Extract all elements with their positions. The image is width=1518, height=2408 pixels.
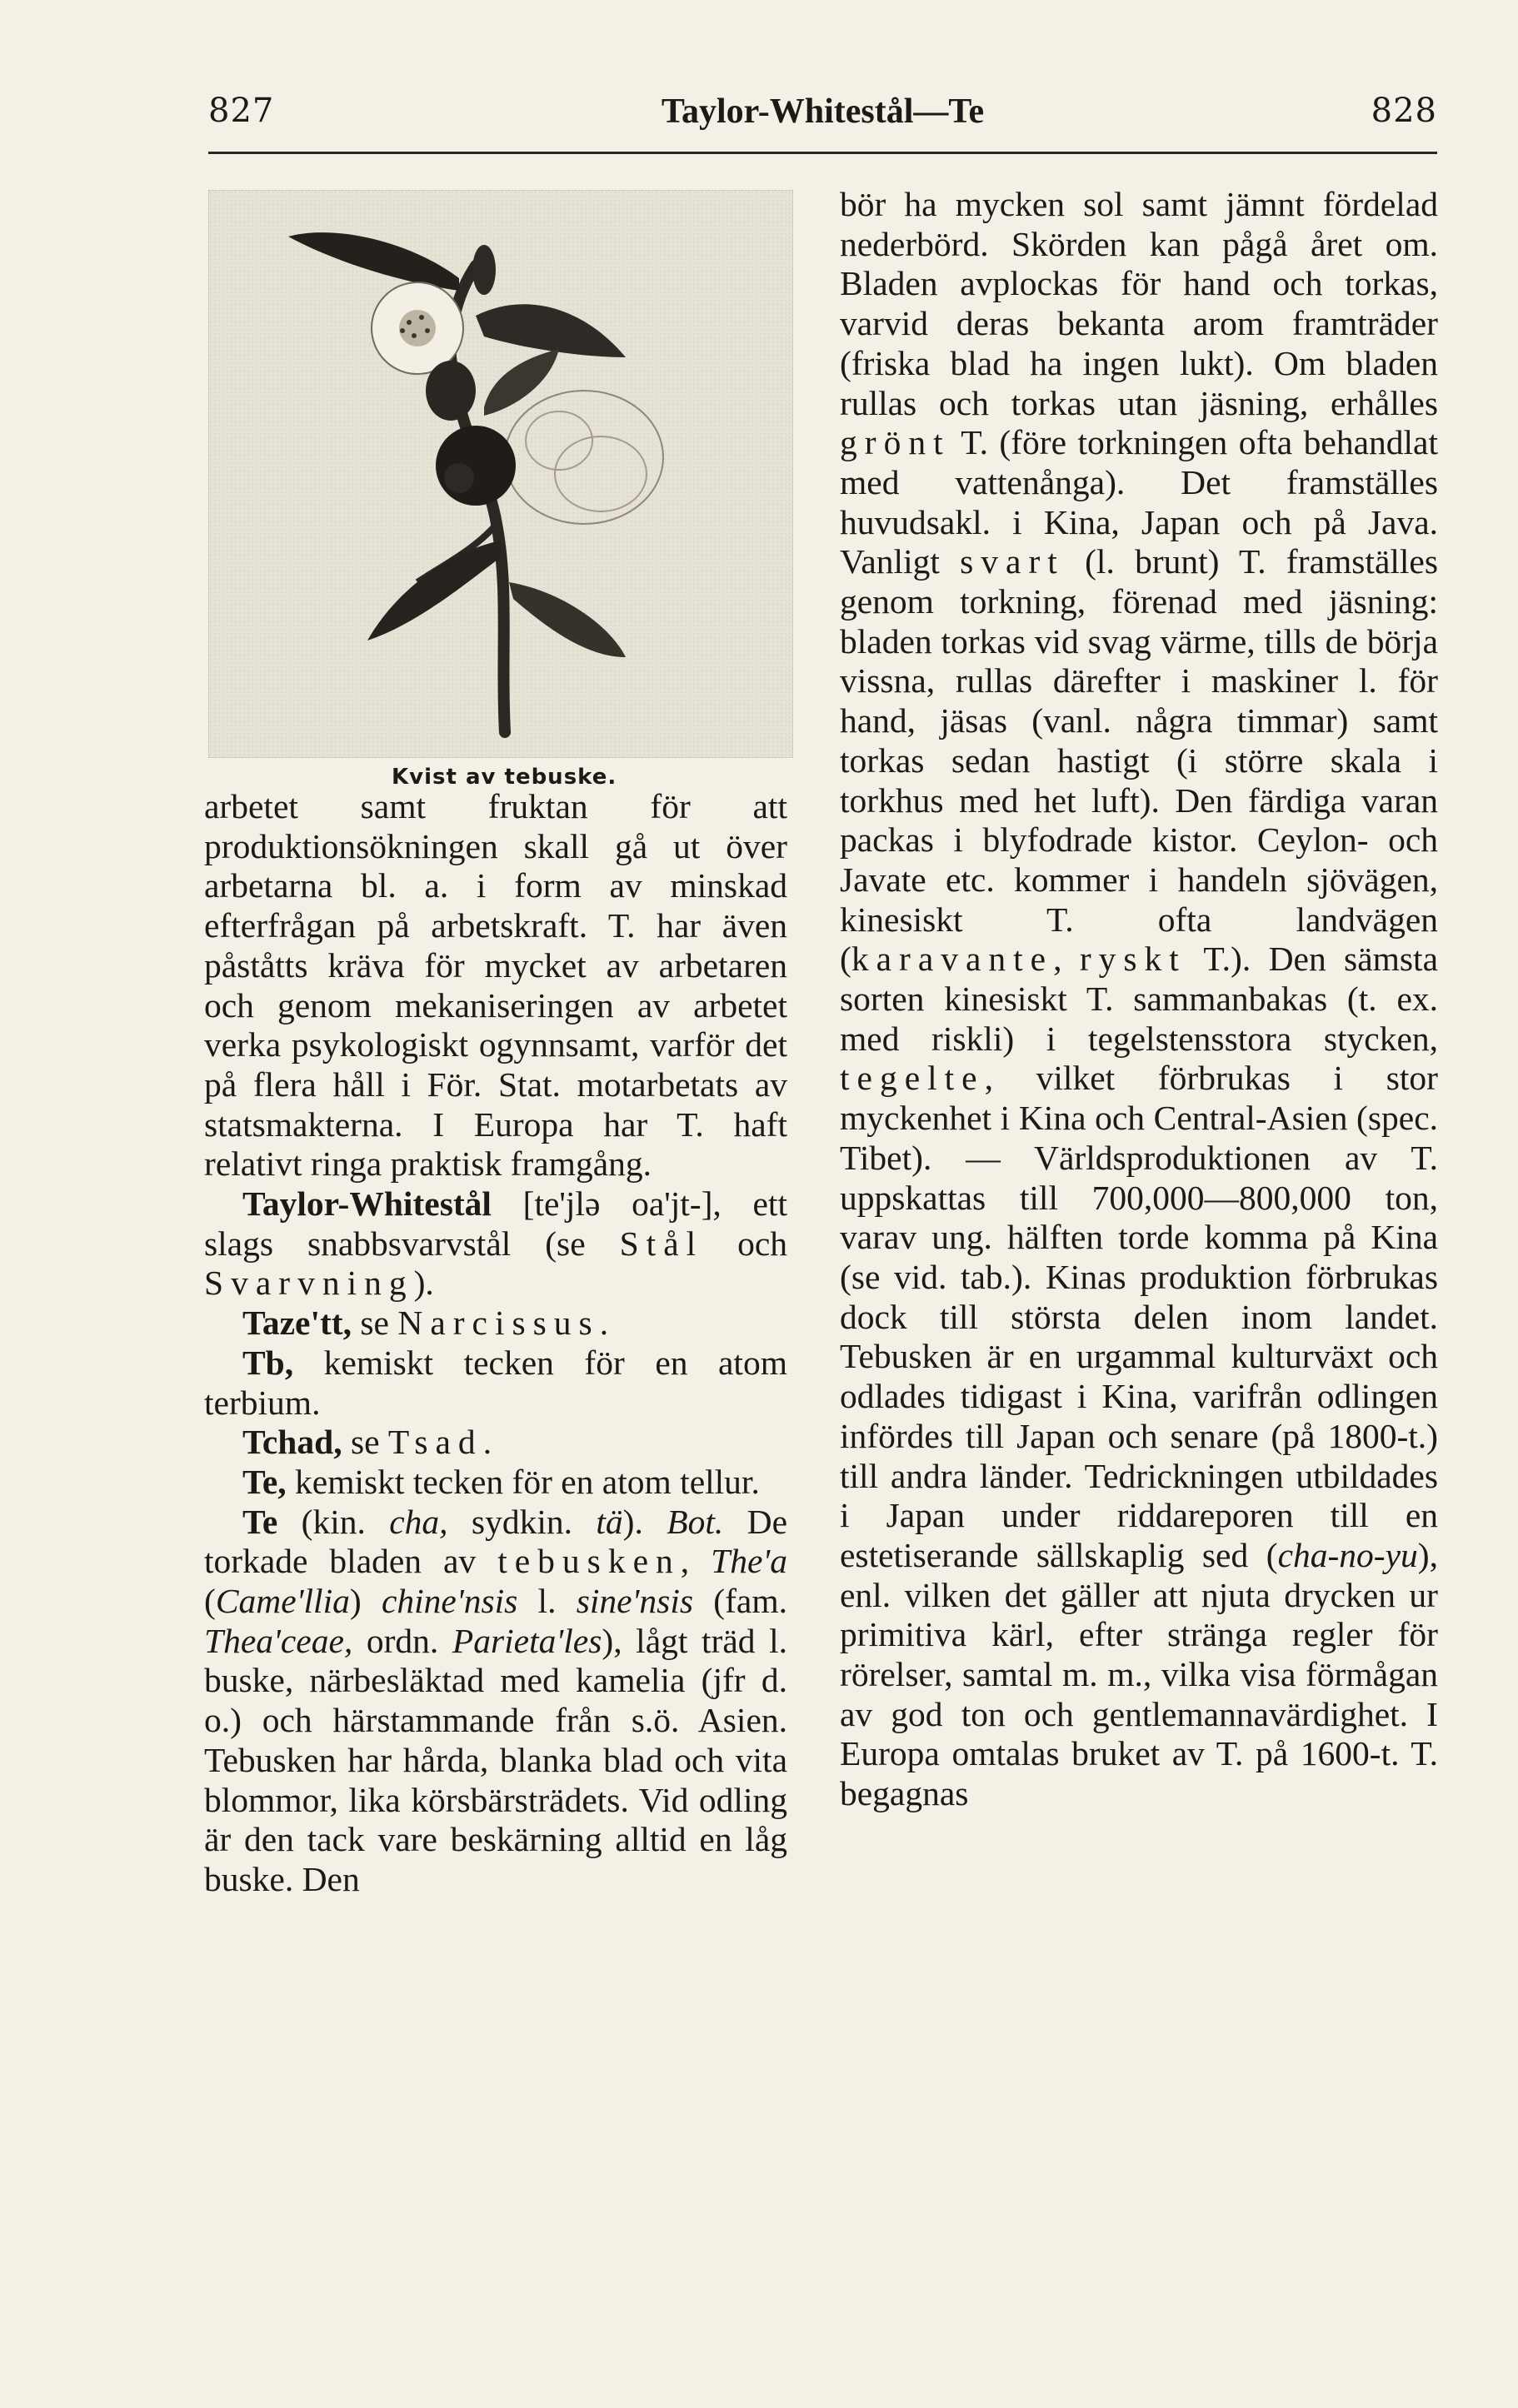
entry-text: ), lågt träd l. buske, närbesläktad med kamelia (jfr d. o.) och härstammande från s.ö. Asien. Tebusken har hårda, blanka blad och vita blommor, lika körsbärsträdets. Vid odling är den tack vare beskärning alltid en låg buske. Den (204, 1621, 787, 1898)
spaced-term: tebusken (497, 1542, 681, 1581)
header-rule (208, 152, 1437, 154)
entry-te-tellur (204, 1463, 787, 1503)
cross-reference: Stål (619, 1224, 704, 1263)
entry-text: De torkade bladen av (204, 1502, 787, 1581)
entry-tchad (204, 1423, 787, 1463)
spaced-term: svart (960, 542, 1065, 581)
entry-text: och (703, 1224, 788, 1263)
cross-reference: Svarvning (204, 1264, 414, 1303)
entry-tazett (204, 1304, 787, 1344)
spaced-term: tegelte (840, 1059, 985, 1098)
entry-text: . (599, 1304, 609, 1343)
continued-paragraph: arbetet samt fruktan för att produktionsökningen skall gå ut över arbetarna bl. a. i form av minskad efterfrågan på arbetskraft. T. har även påståtts kräva för mycket av arbetaren och genom mekaniseringen av arbetet verka psykologiskt ogynnsamt, varför det på flera håll i För. Stat. motarbetats av statsmakterna. I Europa har T. haft relativt ringa praktisk framgång. (204, 787, 787, 1184)
figure-caption: Kvist av tebuske. (392, 765, 617, 790)
entry-text: ( (204, 1582, 216, 1621)
entry-text: , vilket förbrukas i stor myckenhet i Kina och Central-Asien (spec. Tibet). — Världsproduktionen av T. uppskattas till 700,000—800,000 ton, varav ung. hälften torde komma på Kina (se vid. tab.). Kinas produktion förbrukas dock till största delen inom landet. Tebusken är en urgammal kulturväxt och odlades tidigast i Kina, varifrån odlingen infördes till Japan och senare (på 1800-t.) till andra länder. Tedrickningen utbildades i Japan under riddareporen till en estetiserande sällskaplig sed ( (840, 1059, 1438, 1574)
italic-term: Thea'ceae, (204, 1621, 353, 1660)
tea-branch-drawing (209, 191, 792, 757)
entry-text: l. (517, 1582, 577, 1621)
entry-te (204, 1503, 787, 1900)
entry-text: kemiskt tecken för en atom terbium. (204, 1343, 787, 1422)
entry-text: T. (före torkningen ofta behandlat med vattenånga). Det framställes huvudsakl. i Kina, Japan och på Java. Vanligt (840, 423, 1438, 581)
right-page-number: 828 (1371, 92, 1437, 130)
te-continued-paragraph (840, 185, 1438, 1814)
running-title: Taylor-Whitestål—Te (661, 92, 985, 131)
spaced-term: karavante (851, 940, 1054, 979)
tea-branch-illustration (208, 190, 793, 758)
entry-text: T.). Den sämsta sorten kinesiskt T. sammanbakas (t. ex. med riskli) i tegelstensstora stycken, (840, 940, 1439, 1058)
left-column (204, 787, 787, 1900)
entry-text: ordn. (352, 1621, 452, 1660)
spaced-term: grönt (840, 423, 951, 462)
entry-text: (l. brunt) T. framställes genom torkning, förenad med jäsning: bladen torkas vid svag värme, tills de börja vissna, rullas därefter i maskiner l. för hand, jäsas (vanl. några timmar) samt torkas sedan hastigt (i större skala i torkhus med het luft). Den färdiga varan packas i blyfodrade kistor. Ceylon- och Javate etc. kommer i handeln sjövägen, kinesiskt T. ofta landvägen ( (840, 542, 1438, 979)
italic-term: Came'llia (215, 1582, 350, 1621)
entry-text: bör ha mycken sol samt jämnt fördelad nederbörd. Skörden kan pågå året om. Bladen avplockas för hand och torkas, varvid deras bekanta arom framträder (friska blad ha ingen lukt). Om bladen rullas och torkas utan jäsning, erhålles (840, 185, 1438, 422)
right-column (840, 185, 1438, 1814)
entry-text: sydkin. (447, 1502, 597, 1541)
headword: Te (242, 1502, 278, 1541)
entry-text: (kin. (277, 1502, 390, 1541)
entry-text: . (482, 1423, 492, 1462)
entry-taylor-whitestal (204, 1184, 787, 1304)
entry-text: ). (413, 1264, 434, 1303)
italic-term: The'a (711, 1542, 788, 1581)
entry-text: [te'jlə oa'jt-], ett slags snabbsvarvstål (se (204, 1184, 787, 1263)
entry-text: ). (622, 1502, 667, 1541)
headword: Taze'tt, (242, 1304, 352, 1343)
entry-text: (fam. (693, 1582, 787, 1621)
entry-text: kemiskt tecken för en atom tellur. (286, 1462, 760, 1501)
cross-reference: Tsad (387, 1423, 483, 1462)
cross-reference: Narcissus (397, 1304, 600, 1343)
entry-tb (204, 1344, 787, 1423)
headword: Tb, (242, 1343, 294, 1382)
headword: Te, (242, 1462, 287, 1501)
italic-term: chine'nsis (381, 1582, 518, 1621)
entry-text: ) (349, 1582, 382, 1621)
page-header (208, 92, 1437, 150)
headword: Taylor-Whitestål (242, 1184, 492, 1224)
italic-term: Bot. (667, 1502, 724, 1541)
italic-term: cha, (389, 1502, 448, 1541)
entry-text: , (1053, 940, 1080, 979)
entry-text: se (342, 1423, 388, 1462)
headword: Tchad, (242, 1423, 342, 1462)
entry-text: , (680, 1542, 712, 1581)
italic-term: Parieta'les (452, 1621, 602, 1660)
left-page-number: 827 (208, 92, 275, 130)
italic-term: sine'nsis (576, 1582, 694, 1621)
entry-text: ), enl. vilken det gäller att njuta drycken ur primitiva kärl, efter stränga regler för rörelser, samtal m. m., vilka visa förmågan av god ton och gentlemannavärdighet. I Europa omtalas bruket av T. på 1600-t. T. begagnas (840, 1535, 1438, 1813)
italic-term: tä (596, 1502, 623, 1541)
spaced-term: ryskt (1079, 940, 1186, 979)
entry-text: se (352, 1304, 398, 1343)
italic-term: cha-no-yu (1277, 1535, 1418, 1574)
